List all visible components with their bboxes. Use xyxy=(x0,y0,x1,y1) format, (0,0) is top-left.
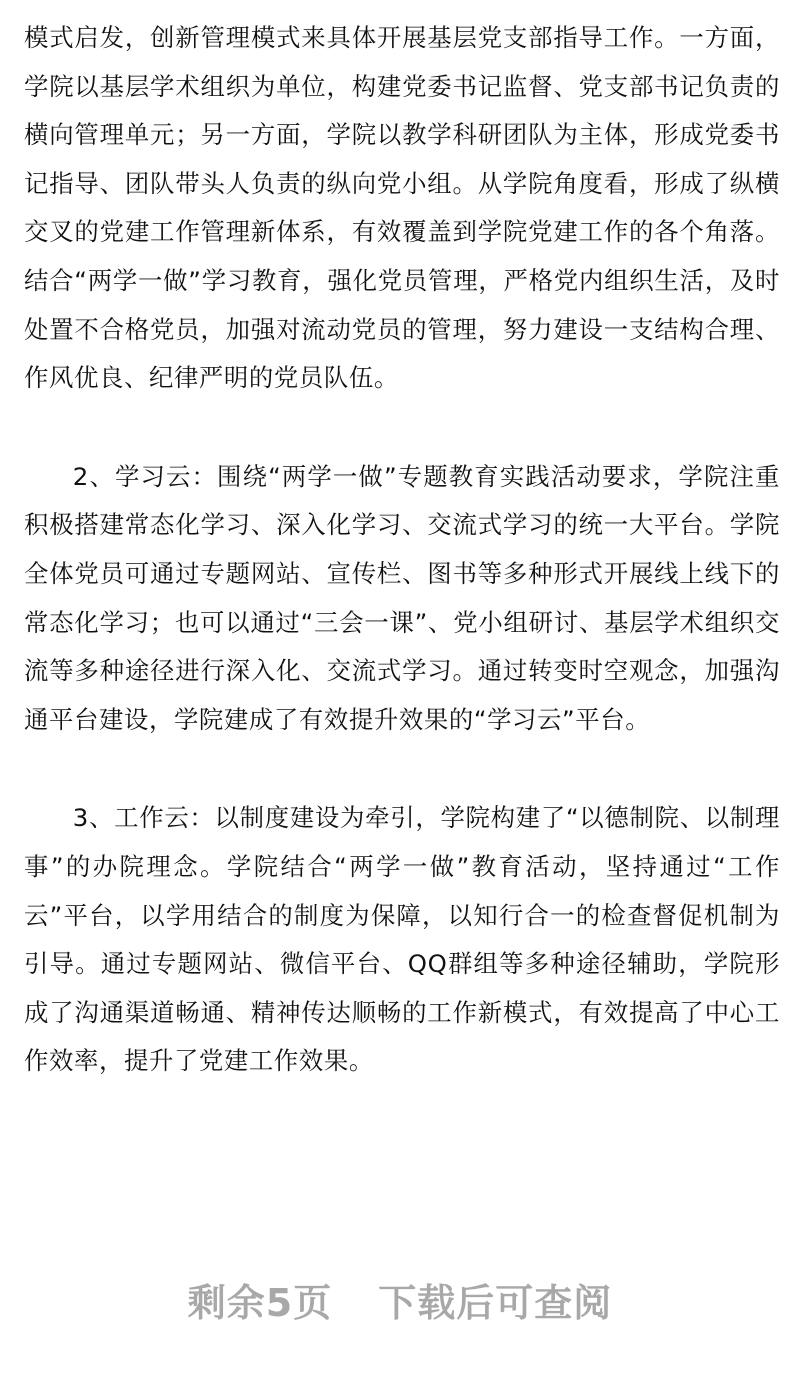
download-hint-label: 下载后可查阅 xyxy=(378,1281,613,1325)
paragraph-study-cloud: 2、学习云：围绕“两学一做”专题教育实践活动要求，学院注重积极搭建常态化学习、深入化学习、交流式学习的统一大平台。学院全体党员可通过专题网站、宣传栏、图书等多种形式开展线上线下的常态化学习；也可以通过“三会一课”、党小组研讨、基层学术组织交流等多种途径进行深入化、交流式学习。通过转变时空观念，加强沟通平台建设，学院建成了有效提升效果的“学习云”平台。 xyxy=(24,461,780,734)
paragraph-continuation: 模式启发，创新管理模式来具体开展基层党支部指导工作。一方面，学院以基层学术组织为单位，构建党委书记监督、党支部书记负责的横向管理单元；另一方面，学院以教学科研团队为主体，形成党委书记指导、团队带头人负责的纵向党小组。从学院角度看，形成了纵横交叉的党建工作管理新体系，有效覆盖到学院党建工作的各个角落。 结合“两学一做”学习教育，强化党员管理，严格党内组织生活，及时处置不合格党员，加强对流动党员的管理，努力建设一支结构合理、作风优良、纪律严明的党员队伍。 xyxy=(24,23,780,393)
download-banner[interactable] xyxy=(0,1272,800,1327)
remaining-pages-label: 剩余5页 xyxy=(187,1281,333,1325)
paragraph-work-cloud: 3、工作云：以制度建设为牵引，学院构建了“以德制院、以制理事”的办院理念。学院结合“两学一做”教育活动，坚持通过“工作云”平台，以学用结合的制度为保障，以知行合一的检查督促机制为引导。通过专题网站、微信平台、QQ群组等多种途径辅助，学院形成了沟通渠道畅通、精神传达顺畅的工作新模式，有效提高了中心工作效率，提升了党建工作效果。 xyxy=(24,803,780,1076)
document-body xyxy=(24,14,780,1086)
